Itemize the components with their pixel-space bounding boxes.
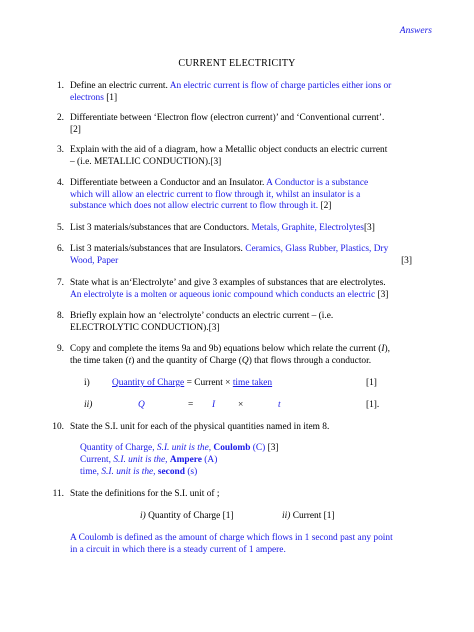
question-number: 10. [52,422,64,432]
question-9 [56,344,412,367]
symbol-time: t [128,355,132,366]
answer-text: second [157,467,185,477]
answer-line-time [80,467,197,479]
answer-symbol-i: I [212,400,216,410]
question-2 [56,113,412,136]
times-sign: × [238,400,244,410]
answer-text: Wood, Paper [70,255,119,266]
answer-text: time taken [232,378,273,388]
equation-text: = Current × [184,378,233,388]
question-text: ) that flows through a conductor. [248,355,372,366]
question-number: 3. [56,145,64,155]
question-5 [56,223,412,235]
document-title: CURRENT ELECTRICITY [178,58,296,69]
question-1 [56,81,412,104]
answer-symbol-t: t [278,400,281,410]
question-text: State what is an‘Electrolyte’ and give 3 examples of substances that are electrolytes. [70,278,386,288]
question-text: Differentiate between a Conductor and an Insulator. [70,178,267,188]
question-text: ELECTROLYTIC CONDUCTION).[3] [70,322,220,333]
answer-text: (A) [201,455,218,465]
question-text: List 3 materials/substances that are Conductors. [70,223,252,233]
question-4 [56,178,412,213]
symbol-current: I [381,344,385,354]
answer-text: (s) [184,467,198,477]
answer-text: Current, [80,455,114,465]
question-text: Current [1] [290,511,335,521]
question-8 [56,311,412,334]
answer-text: which will allow an electric current to flow through it, whilst an insulator is a [70,189,361,200]
question-number: 7. [56,278,64,288]
answer-text: electrons [70,92,104,103]
question-number: 11. [52,489,64,499]
question-text: ), [384,344,390,354]
question-number: 8. [56,311,64,321]
equation-label: ii) [84,400,93,410]
question-text: Define an electric current. [70,81,170,91]
question-number: 4. [56,178,64,188]
mark: [3] [375,289,389,300]
question-11 [52,489,412,501]
question-text: Explain with the aid of a diagram, how a Metallic object conducts an electric current [70,145,388,155]
question-number: 6. [56,244,64,254]
question-text: State the S.I. unit for each of the physical quantities named in item 8. [70,422,330,432]
question-text: Briefly explain how an ‘electrolyte’ conducts an electric current – (i.e. [70,311,334,321]
answer-text: A Coulomb is defined as the amount of charge which flows in 1 second past any point [70,533,393,543]
sub-label: i) [140,511,146,521]
question-text: List 3 materials/substances that are Insulators. [70,244,246,254]
sub-label: ii) [282,511,291,521]
question-text: Copy and complete the items 9a and 9b) equations below which relate the current ( [70,344,382,354]
answer-text: S.I. unit is the, [113,455,170,465]
answer-text: S.I. unit is the, [101,467,158,477]
mark: [1] [366,378,377,388]
mark: [3] [265,443,279,453]
answer-text: S.I. unit is the, [156,443,214,453]
mark: [1]. [366,400,380,410]
question-text: Quantity of Charge [1] [145,511,234,521]
question-number: 9. [56,344,64,354]
answer-text: (C) [250,443,266,453]
answer-text: Metals, Graphite, Electrolytes [251,223,364,233]
equation-1 [112,378,272,390]
equals-sign: = [188,400,194,410]
question-10 [52,422,412,434]
mark: [2] [318,201,332,212]
answer-text: A Conductor is a substance [266,178,369,188]
answer-line-current [80,455,217,467]
answer-text: An electric current is flow of charge particles either ions or [169,81,392,91]
answer-text: in a circuit in which there is a steady current of 1 ampere. [70,545,286,555]
question-text: the time taken ( [70,355,129,366]
answer-text: time, [80,467,102,477]
answer-text: Quantity of Charge, [80,443,157,453]
question-7 [56,278,412,301]
mark: [2] [70,124,81,135]
page-header: Answers [399,26,432,36]
symbol-charge: Q [241,355,249,366]
question-text: State the definitions for the S.I. unit of ; [70,489,220,499]
question-6 [56,244,412,267]
question-3 [56,145,412,168]
question-text: – (i.e. METALLIC CONDUCTION).[3] [70,156,222,167]
answer-text: An electrolyte is a molten or aqueous ionic compound which conducts an electric [70,289,376,300]
sub-question-2 [282,511,335,523]
question-text: ) and the quantity of Charge ( [131,355,242,366]
answer-text: Coulomb [213,443,251,453]
answer-text: Quantity of Charge [112,378,185,388]
answer-text: Ampere [169,455,202,465]
sub-question-1 [140,511,234,523]
question-number: 1. [56,81,64,91]
question-number: 5. [56,223,64,233]
equation-label: i) [84,378,90,388]
mark: [1] [103,92,118,103]
answer-text: substance which does not allow electric current to flow through it. [70,201,319,212]
question-number: 2. [56,113,64,123]
mark: [3] [363,223,375,233]
answer-symbol-q: Q [138,400,145,410]
answer-text: Ceramics, Glass Rubber, Plastics, Dry [245,244,389,254]
question-text: Differentiate between ‘Electron flow (electron current)’ and ‘Conventional current’. [70,113,385,123]
mark: [3] [401,255,412,266]
answer-line-charge [80,443,279,455]
